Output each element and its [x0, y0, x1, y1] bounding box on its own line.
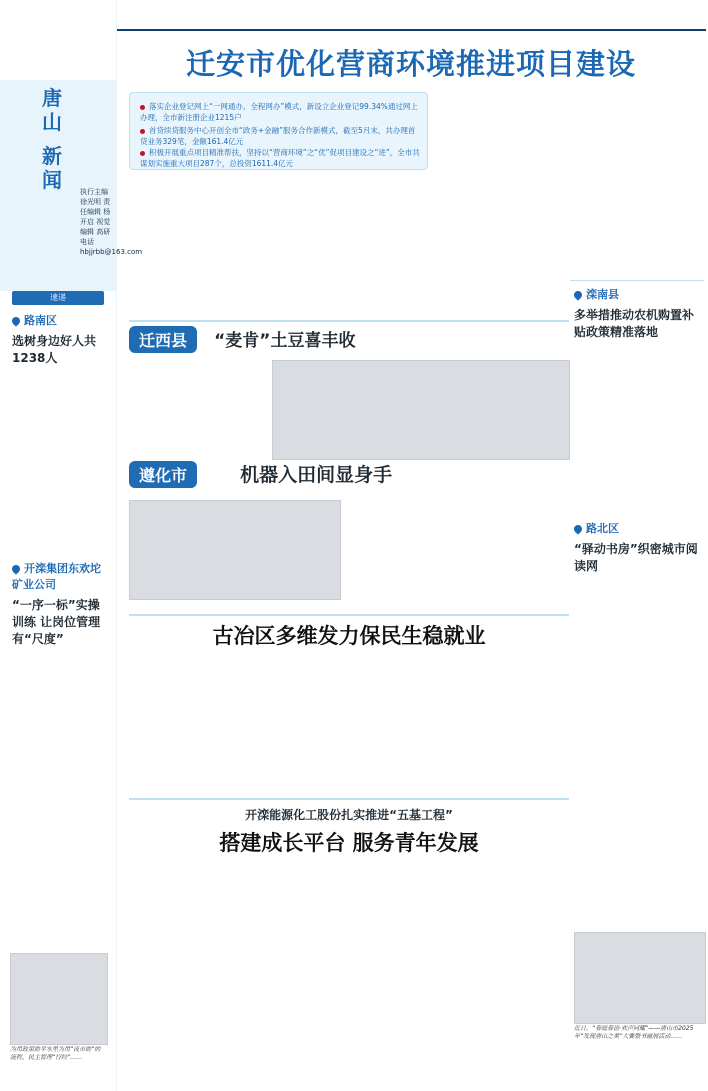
- story-body: [12, 372, 104, 562]
- sidebar-story-2: [12, 560, 104, 923]
- story-title: “麦肯”土豆喜丰收: [214, 331, 356, 351]
- right-photo-caption: 近日，“春庭春语·欢声同耀”——唐山市2025年“发现唐山之美”大赛暨书画展活动……: [574, 1025, 694, 1040]
- story-c-col-1: [129, 652, 237, 792]
- story-c-header: [129, 620, 569, 650]
- story-b-photo: [129, 500, 341, 600]
- story-location: 滦南县: [574, 286, 704, 302]
- location-pin-icon: [10, 563, 21, 574]
- lead-story-col-2: [285, 176, 428, 326]
- story-title: 多举措推动农机购置补贴政策精准落地: [574, 308, 695, 339]
- story-title: “一序一标”实操训练 让岗位管理有“尺度”: [12, 598, 101, 646]
- story-c-col-2: [240, 652, 348, 792]
- story-d-col-3: [354, 858, 462, 1083]
- story-d-col-4: [464, 858, 568, 1083]
- sidebar-story-1: [12, 312, 104, 562]
- location-pin-icon: [10, 315, 21, 326]
- story-title: “驿动书房”织密城市阅读网: [574, 542, 698, 573]
- story-d-header: [129, 806, 569, 857]
- story-b-header: [129, 460, 569, 500]
- highlights-box: [129, 92, 428, 170]
- region-title: 唐山: [42, 86, 62, 134]
- sidebar-photo: [10, 953, 108, 1045]
- right-story-1: [574, 286, 704, 536]
- section-divider: [129, 798, 569, 800]
- section-divider: [129, 320, 569, 322]
- story-location: 路南区: [12, 312, 104, 328]
- story-kicker: 开滦能源化工股份扎实推进“五基工程”: [245, 808, 453, 822]
- story-body: [12, 653, 104, 923]
- section-tag: 速递: [12, 291, 104, 305]
- story-b-col-0: [129, 604, 344, 614]
- right-photo: [574, 932, 706, 1024]
- bullet-icon: [140, 105, 145, 110]
- story-body: [574, 346, 704, 536]
- sidebar-photo-caption: 为用政策助平水里为用“夜市助”的流程，民主管理“行经”……: [10, 1046, 101, 1061]
- lead-story-col-3: [430, 96, 570, 296]
- sidebar: [0, 0, 143, 1091]
- bullet-icon: [140, 129, 145, 134]
- bullet-icon: [140, 151, 145, 156]
- editor-meta: 执行主编 徐光明 责任编辑 杨开启 视觉编辑 高研 电话 hbjjrbb@163.com: [80, 188, 143, 256]
- story-c-col-3: [352, 652, 460, 792]
- story-c-col-4: [462, 652, 568, 792]
- highlight-2: 首贷续贷服务中心开创全市“政务+金融”服务合作新模式，截至5月末，共办理首贷业务329笔，金额161.4亿元: [140, 126, 416, 146]
- location-badge: 迁西县: [129, 326, 197, 353]
- highlight-3: 积极开展重点项目精准帮扶，坚持以“营商环境”之“优”促项目建设之“进”，全市共谋划实施重大项目287个，总投资1611.4亿元: [140, 148, 420, 168]
- story-a-header: [129, 326, 569, 360]
- right-divider: [570, 280, 704, 281]
- header-rule: [116, 29, 706, 31]
- location-badge: 遵化市: [129, 461, 197, 488]
- story-a-photo: [272, 360, 570, 460]
- section-title: 新闻: [42, 144, 62, 192]
- story-title: 机器入田间显身手: [240, 464, 393, 486]
- story-location: 开滦集团东欢坨矿业公司: [12, 562, 101, 591]
- story-a-lede: [129, 366, 269, 426]
- story-d-col-1: [129, 858, 239, 1083]
- story-b-col-1: [345, 500, 455, 610]
- right-story-2: [574, 520, 704, 930]
- lead-story-col-4: [572, 96, 702, 276]
- story-d-col-2: [242, 858, 350, 1083]
- main-headline: 迁安市优化营商环境推进项目建设: [185, 47, 636, 81]
- story-body: [574, 580, 704, 930]
- location-pin-icon: [572, 523, 583, 534]
- story-b-col-2: [460, 500, 568, 610]
- location-pin-icon: [572, 289, 583, 300]
- section-divider: [129, 614, 569, 616]
- story-title: 古冶区多维发力保民生稳就业: [212, 624, 486, 648]
- story-title: 选树身边好人共1238人: [12, 334, 97, 365]
- highlight-1: 落实企业登记网上“一网通办、全程网办”模式，新设立企业登记99.34%通过网上办理，全市新注册企业1215户: [140, 102, 418, 122]
- story-title: 搭建成长平台 服务青年发展: [219, 831, 479, 855]
- lead-story-col-1: [129, 176, 279, 326]
- story-location: 路北区: [574, 520, 704, 536]
